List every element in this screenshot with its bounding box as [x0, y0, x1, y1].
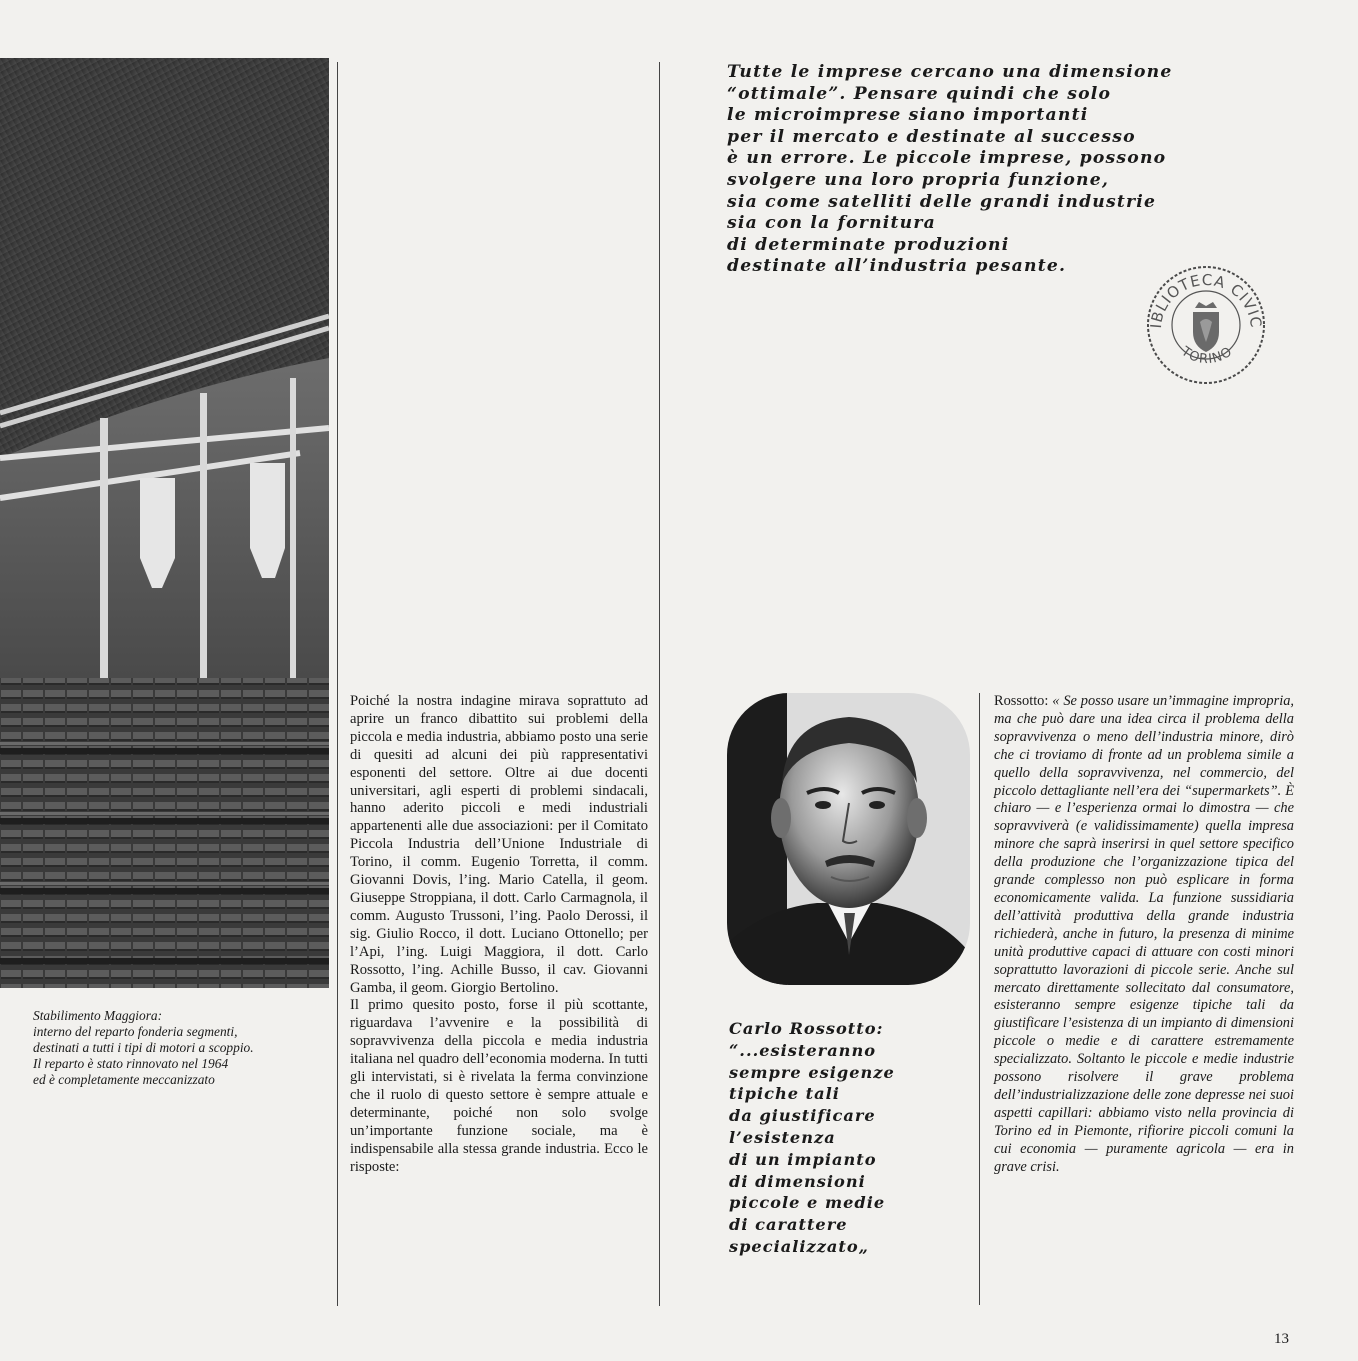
pull-quote-line: Tutte le imprese cercano una dimensione: [727, 62, 1173, 82]
pull-quote-line: le microimprese siano importanti: [727, 105, 1089, 126]
pull-quote-line: sia come satelliti delle grandi industrie: [727, 191, 1157, 212]
interview-quote-speaker: Carlo Rossotto:: [729, 1019, 884, 1038]
pull-quote-line: di determinate produzioni: [727, 234, 1010, 255]
interview-quote-line: specializzato„: [729, 1236, 869, 1256]
body-paragraph: Poiché la nostra indagine mirava soprattuto ad aprire un franco dibattito sui problemi della piccola e media industria, abbiamo posto una serie di quesiti ad alcuni dei più rappresentativi esponenti del settore. Oltre ai due docenti universitari, agli esperti di problemi sindacali, hanno aderito piccoli e medi industriali appartenenti alle due associazioni: per il Comitato Piccola Industria dell’Unione Industriale di Torino, il comm. Eugenio Torretta, il comm. Giovanni Dovis, l’ing. Mario Catella, il geom. Giuseppe Stroppiana, il dott. Carlo Carmagnola, il comm. Augusto Trussoni, l’ing. Paolo Derossi, il sig. Giulio Rocco, il dott. Luciano Ottonello; per l’Api, l’ing. Luigi Maggiora, il dott. Carlo Rossotto, l’ing. Achille Busso, il cav. Giovanni Gamba, il geom. Giorgio Bertolino.: [350, 693, 648, 996]
answer-speaker: Rossotto:: [994, 693, 1049, 709]
caption-line: Il reparto è stato rinnovato nel 1964: [33, 1056, 229, 1071]
interview-quote-line: tipiche tali: [729, 1084, 840, 1104]
interview-quote-line: da giustificare: [729, 1106, 876, 1126]
column-divider-middle: [659, 62, 660, 1306]
caption-line: destinati a tutti i tipi di motori a scoppio.: [33, 1040, 254, 1055]
column-divider-right: [979, 693, 980, 1305]
answer-text-column: [994, 693, 1294, 1176]
interview-quote-line: di dimensioni: [729, 1171, 866, 1191]
body-text-column: [350, 693, 648, 1176]
photo-caption: [33, 1008, 333, 1088]
pull-quote-line: “ottimale”. Pensare quindi che solo: [727, 83, 1112, 104]
caption-line: Stabilimento Maggiora:: [33, 1008, 163, 1023]
factory-photo: [0, 58, 329, 988]
interview-quote-line: di un impianto: [729, 1149, 877, 1169]
body-paragraph: Il primo quesito posto, forse il più scottante, riguardava l’avvenire e la possibilità di sopravvivenza della piccola e media industria italiana nel quadro dell’economia moderna. In tutti gli intervistati, si è rivelata la ferma convinzione che il ruolo di questo settore è sempre attuale e determinante, poiché non solo svolge un’importante funzione sociale, ma è indispensabile alla stessa grande industria. Ecco le risposte:: [350, 997, 648, 1175]
pull-quote: [727, 62, 1287, 278]
page-number: 13: [1274, 1331, 1289, 1347]
portrait-photo: [727, 693, 970, 985]
interview-quote-line: di carattere: [729, 1215, 848, 1235]
pull-quote-line: destinate all’industria pesante.: [727, 256, 1067, 277]
interview-quote-line: sempre esigenze: [729, 1062, 895, 1082]
caption-line: interno del reparto fonderia segmenti,: [33, 1024, 238, 1039]
pull-quote-line: sia con la fornitura: [727, 213, 936, 234]
pull-quote-line: è un errore. Le piccole imprese, possono: [727, 148, 1167, 169]
interview-quote-line: l’esistenza: [729, 1127, 836, 1147]
column-divider-left: [337, 62, 338, 1306]
pull-quote-line: svolgere una loro propria funzione,: [727, 169, 1110, 190]
svg-text:BIBLIOTECA CIVICA: IBLIOTECA CIVIC: [1146, 270, 1266, 330]
interview-quote-line: piccole e medie: [729, 1193, 886, 1213]
answer-text: « Se posso usare un’immagine impropria, ma che può dare una idea circa il problema della sopravvivenza o meno dell’industria minore, dirò che ci troviamo di fronte ad un problema simile a quello della sopravvivenza, nel commercio, del piccolo dettagliante nell’era dei “supermarkets”. È chiaro — e l’esperienza ormai lo dimostra — che sopravviverà (e validissimamente) quella impresa minore che saprà inserirsi in quel settore specifico della produzione che l’organizzazione tipica del grande complesso non può esplicare in forma economicamente valida. La funzione sussidiaria dell’attività produttiva della grande industria richiederà, anche in futuro, la presenza di minime unità produttive capaci di attuare con costi minori soprattutto lavorazioni di piccole serie. Anche sul mercato direttamente sollecitato dal consumatore, esisteranno sempre esigenze tipiche tali da giustificare l’esistenza di un impianto di dimensioni piccole o medie e di carattere estremamente specializzato. Soltanto le piccole e medie industrie possono risolvere il grave problema dell’industrializzazione delle zone depresse nei suoi aspetti capillari: abbiamo visto nella provincia di Torino ed in Piemonte, rifiorire piccoli comuni la cui economia — puramente agricola — era in grave crisi.: [994, 693, 1294, 1175]
library-stamp: [1143, 262, 1269, 388]
interview-quote-line: “...esisteranno: [729, 1040, 877, 1060]
svg-text:TORINO: TORINO: [1178, 344, 1236, 368]
interview-pull-quote: [729, 1018, 964, 1258]
caption-line: ed è completamente meccanizzato: [33, 1072, 215, 1087]
pull-quote-line: per il mercato e destinate al successo: [727, 126, 1136, 147]
